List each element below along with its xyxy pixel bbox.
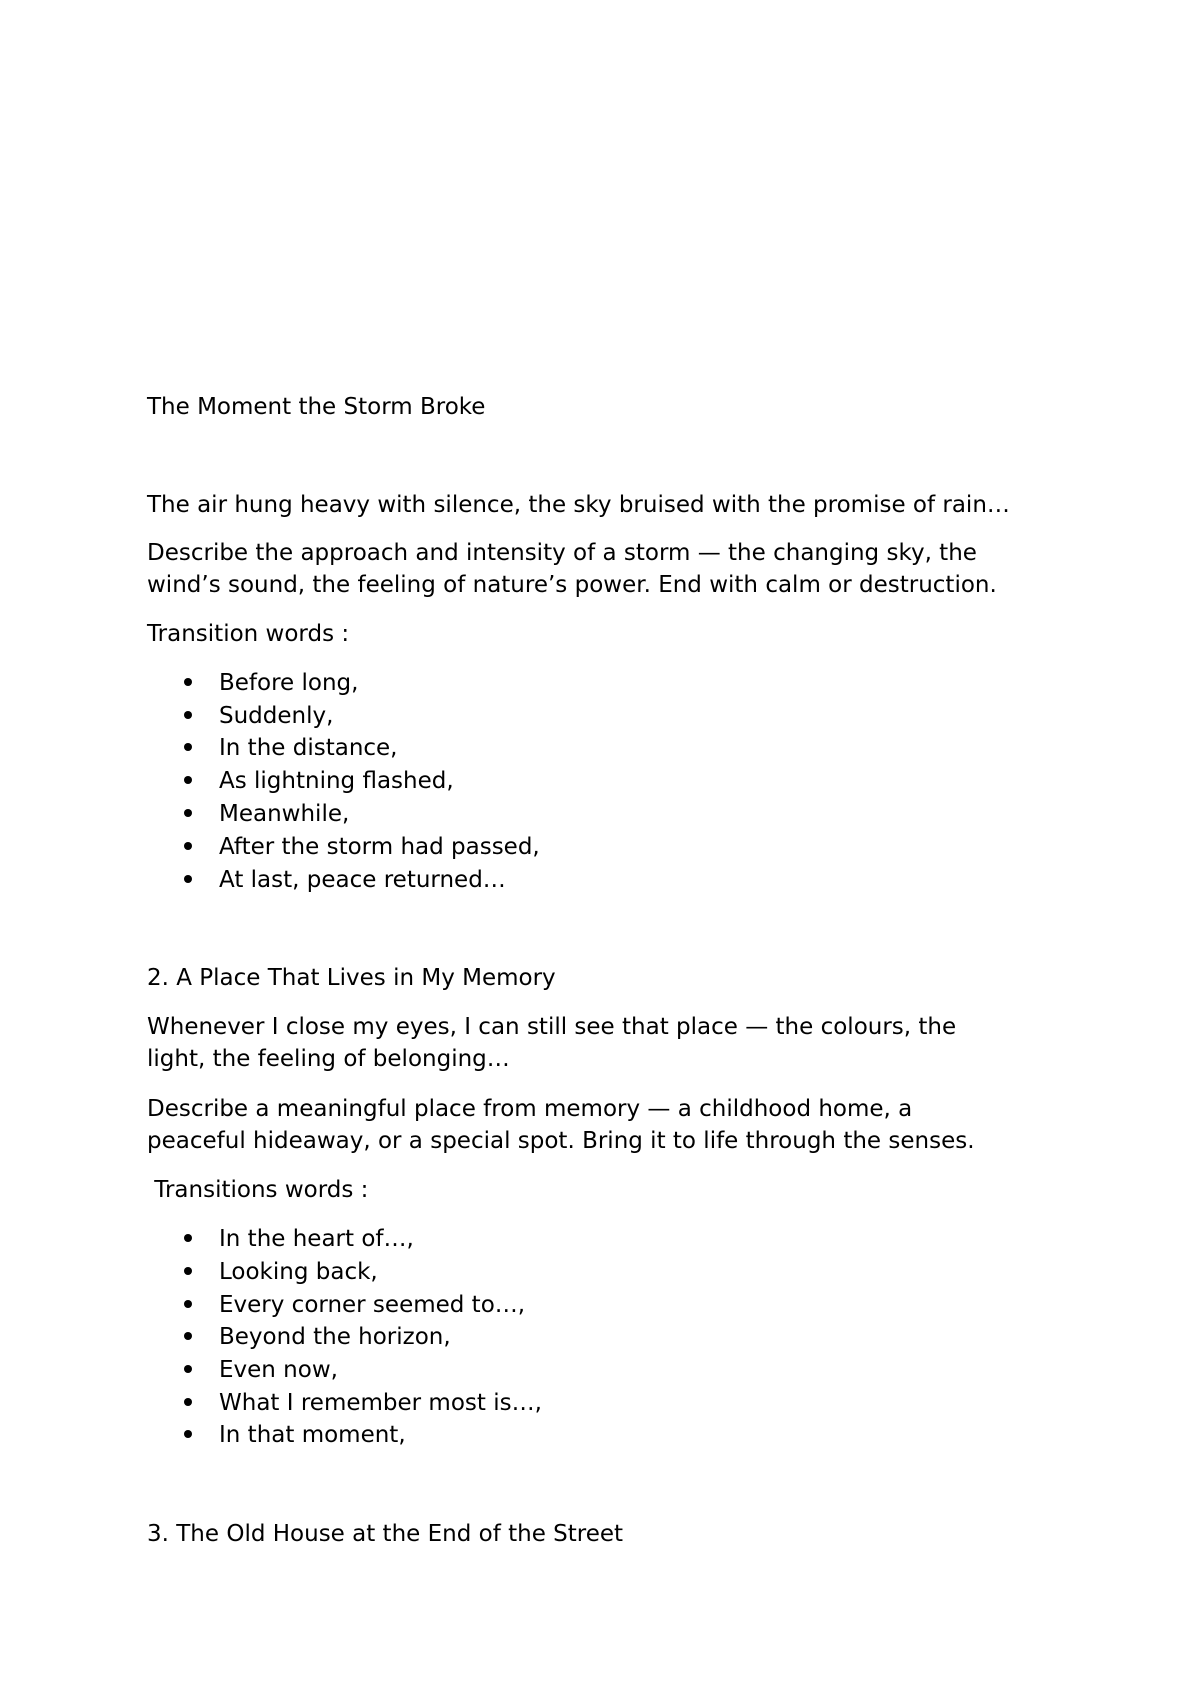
- list-item: [184, 1354, 338, 1386]
- list-item: [184, 1321, 451, 1353]
- section-1-transitions-label: Transition words :: [147, 621, 350, 647]
- bullet-icon: [184, 842, 192, 850]
- list-item: [184, 732, 398, 764]
- list-item-text: Suddenly,: [219, 703, 334, 729]
- list-item-text: After the storm had passed,: [219, 834, 540, 860]
- bullet-icon: [184, 1267, 192, 1275]
- section-2-prompt-line-2: peaceful hideaway, or a special spot. Bring it to life through the senses.: [147, 1128, 975, 1154]
- section-1-prompt-line-2: wind’s sound, the feeling of nature’s power. End with calm or destruction.: [147, 572, 997, 598]
- bullet-icon: [184, 776, 192, 784]
- list-item-text: Beyond the horizon,: [219, 1324, 451, 1350]
- list-item-text: Before long,: [219, 670, 359, 696]
- list-item: [184, 1223, 414, 1255]
- bullet-icon: [184, 1332, 192, 1340]
- list-item-text: What I remember most is…,: [219, 1390, 542, 1416]
- list-item-text: Even now,: [219, 1357, 338, 1383]
- list-item: [184, 1256, 378, 1288]
- list-item: [184, 1419, 406, 1451]
- list-item-text: Looking back,: [219, 1259, 378, 1285]
- bullet-icon: [184, 743, 192, 751]
- list-item-text: In the distance,: [219, 735, 398, 761]
- list-item: [184, 864, 506, 896]
- list-item: [184, 667, 358, 699]
- list-item: [184, 1289, 525, 1321]
- section-1-title: The Moment the Storm Broke: [147, 394, 486, 420]
- bullet-icon: [184, 1234, 192, 1242]
- bullet-icon: [184, 1398, 192, 1406]
- section-3-title: 3. The Old House at the End of the Street: [147, 1521, 624, 1547]
- bullet-icon: [184, 809, 192, 817]
- section-2-opening-line-1: Whenever I close my eyes, I can still see that place — the colours, the: [147, 1014, 957, 1040]
- list-item: [184, 765, 454, 797]
- list-item: [184, 1387, 542, 1419]
- section-2-prompt-line-1: Describe a meaningful place from memory — a childhood home, a: [147, 1096, 913, 1122]
- bullet-icon: [184, 1365, 192, 1373]
- list-item-text: At last, peace returned…: [219, 867, 506, 893]
- bullet-icon: [184, 678, 192, 686]
- list-item-text: Meanwhile,: [219, 801, 350, 827]
- section-1-prompt-line-1: Describe the approach and intensity of a storm — the changing sky, the: [147, 540, 977, 566]
- list-item-text: As lightning flashed,: [219, 768, 454, 794]
- bullet-icon: [184, 711, 192, 719]
- list-item: [184, 700, 333, 732]
- bullet-icon: [184, 875, 192, 883]
- section-2-opening-line-2: light, the feeling of belonging…: [147, 1046, 510, 1072]
- list-item-text: In that moment,: [219, 1422, 406, 1448]
- list-item-text: Every corner seemed to…,: [219, 1292, 526, 1318]
- bullet-icon: [184, 1300, 192, 1308]
- section-2-transitions-label: Transitions words :: [147, 1177, 369, 1203]
- list-item: [184, 798, 349, 830]
- section-1-opening: The air hung heavy with silence, the sky bruised with the promise of rain…: [147, 492, 1010, 518]
- list-item-text: In the heart of…,: [219, 1226, 414, 1252]
- bullet-icon: [184, 1430, 192, 1438]
- section-2-title: 2. A Place That Lives in My Memory: [147, 965, 556, 991]
- list-item: [184, 831, 540, 863]
